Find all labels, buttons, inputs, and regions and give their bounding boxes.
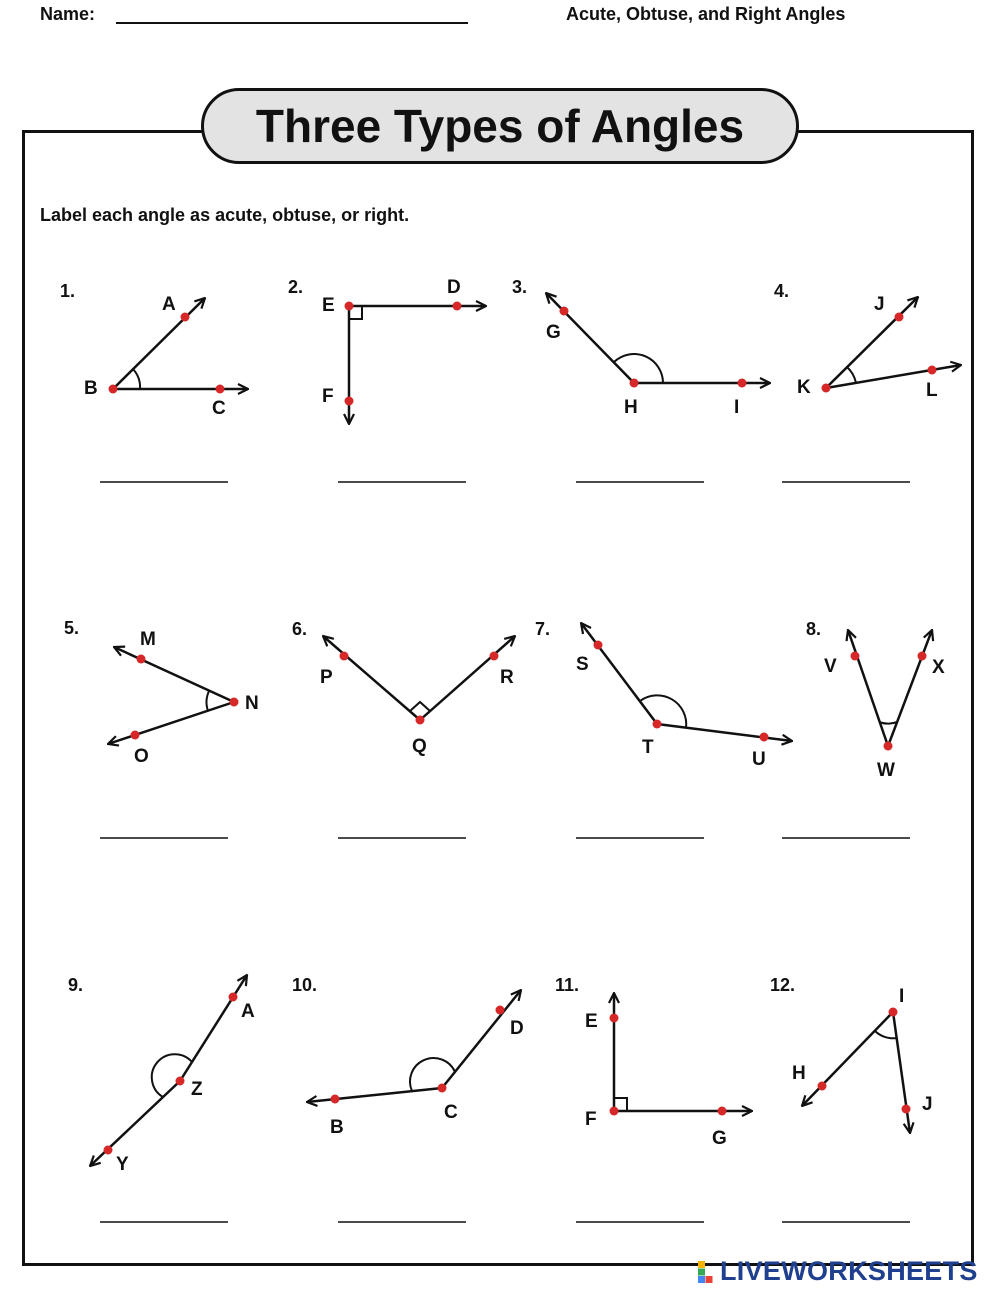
label-n: N xyxy=(245,693,259,714)
problem-5 xyxy=(64,618,259,838)
point-d xyxy=(496,1006,505,1015)
label-t: T xyxy=(642,737,654,758)
label-g: G xyxy=(712,1128,727,1149)
point-c xyxy=(438,1084,447,1093)
point-l xyxy=(928,366,937,375)
point-g xyxy=(560,307,569,316)
problem-11 xyxy=(555,975,752,1222)
angle-arc xyxy=(207,691,209,711)
label-m: M xyxy=(140,629,156,650)
problem-1 xyxy=(60,281,248,482)
ray-cd xyxy=(442,990,521,1088)
problem-number: 4. xyxy=(774,281,790,301)
point-o xyxy=(131,731,140,740)
ray-ij xyxy=(893,1012,910,1133)
label-o: O xyxy=(134,746,149,767)
label-v: V xyxy=(824,656,837,677)
ray-za xyxy=(180,975,247,1081)
ray-qp xyxy=(323,636,420,720)
point-m xyxy=(137,655,146,664)
problem-number: 12. xyxy=(770,975,796,995)
label-p: P xyxy=(320,667,333,688)
label-s: S xyxy=(576,654,589,675)
label-g: G xyxy=(546,322,561,343)
watermark xyxy=(698,1256,978,1287)
right-angle-mark xyxy=(410,702,430,711)
problem-4 xyxy=(774,281,961,482)
point-g xyxy=(718,1107,727,1116)
ray-wx xyxy=(888,630,932,746)
label-d: D xyxy=(510,1018,524,1039)
label-i: I xyxy=(899,986,905,1007)
point-q xyxy=(416,716,425,725)
label-e: E xyxy=(585,1011,598,1032)
ray-ts xyxy=(581,623,657,724)
label-j: J xyxy=(874,294,885,315)
worksheet-subject: Acute, Obtuse, and Right Angles xyxy=(566,4,846,24)
ray-ih xyxy=(802,1012,893,1106)
label-l: L xyxy=(926,380,938,401)
label-a: A xyxy=(162,294,176,315)
problem-2 xyxy=(288,277,486,482)
problem-number: 9. xyxy=(68,975,84,995)
liveworksheets-logo-icon xyxy=(698,1261,720,1283)
point-t xyxy=(653,720,662,729)
point-e xyxy=(610,1014,619,1023)
problem-number: 1. xyxy=(60,281,76,301)
label-h: H xyxy=(792,1063,806,1084)
label-i: I xyxy=(734,397,740,418)
problem-number: 7. xyxy=(535,619,551,639)
label-b: B xyxy=(330,1117,344,1138)
label-c: C xyxy=(444,1102,458,1123)
angle-arc xyxy=(410,1058,455,1091)
point-h xyxy=(818,1082,827,1091)
point-u xyxy=(760,733,769,742)
watermark-text: LIVEWORKSHEETS xyxy=(720,1256,978,1286)
point-y xyxy=(104,1146,113,1155)
point-j xyxy=(895,313,904,322)
problem-7 xyxy=(535,619,792,838)
label-u: U xyxy=(752,749,766,770)
problem-9 xyxy=(68,975,255,1222)
point-n xyxy=(230,698,239,707)
name-label: Name: xyxy=(40,4,96,24)
problem-3 xyxy=(512,277,770,482)
angle-arc xyxy=(879,722,897,724)
problem-12 xyxy=(770,975,933,1222)
problem-number: 5. xyxy=(64,618,80,638)
label-y: Y xyxy=(116,1154,129,1175)
label-f: F xyxy=(322,386,334,407)
problem-number: 3. xyxy=(512,277,528,297)
point-a xyxy=(181,313,190,322)
point-b xyxy=(331,1095,340,1104)
ray-zy xyxy=(90,1081,180,1166)
label-z: Z xyxy=(191,1079,203,1100)
point-j xyxy=(902,1105,911,1114)
angle-arc xyxy=(152,1054,192,1097)
point-r xyxy=(490,652,499,661)
angle-arc xyxy=(875,1031,897,1038)
label-h: H xyxy=(624,397,638,418)
label-q: Q xyxy=(412,736,427,757)
ray-tu xyxy=(657,724,792,741)
label-x: X xyxy=(932,657,945,678)
problem-number: 2. xyxy=(288,277,304,297)
point-d xyxy=(453,302,462,311)
label-f: F xyxy=(585,1109,597,1130)
point-e xyxy=(345,302,354,311)
problem-number: 10. xyxy=(292,975,318,995)
point-b xyxy=(109,385,118,394)
label-r: R xyxy=(500,667,514,688)
ray-cb xyxy=(307,1088,442,1102)
problem-number: 11. xyxy=(555,975,580,995)
point-c xyxy=(216,385,225,394)
label-a: A xyxy=(241,1001,255,1022)
label-b: B xyxy=(84,378,98,399)
angle-arc xyxy=(133,369,140,389)
label-j: J xyxy=(922,1094,933,1115)
point-a xyxy=(229,993,238,1002)
problem-number: 6. xyxy=(292,619,308,639)
page-title: Three Types of Angles xyxy=(255,100,745,152)
ray-ba xyxy=(113,298,205,389)
label-k: K xyxy=(797,377,811,398)
problem-10 xyxy=(292,975,524,1222)
label-e: E xyxy=(322,295,335,316)
point-v xyxy=(851,652,860,661)
point-x xyxy=(918,652,927,661)
angle-arc xyxy=(847,367,856,383)
point-w xyxy=(884,742,893,751)
point-f xyxy=(345,397,354,406)
problem-6 xyxy=(292,619,515,838)
point-f xyxy=(610,1107,619,1116)
problem-8 xyxy=(782,619,945,838)
ray-wv xyxy=(848,630,888,746)
label-w: W xyxy=(877,760,895,781)
ray-no xyxy=(108,702,234,744)
point-h xyxy=(630,379,639,388)
point-k xyxy=(822,384,831,393)
ray-nm xyxy=(114,647,234,702)
label-d: D xyxy=(447,277,461,298)
point-i xyxy=(889,1008,898,1017)
point-p xyxy=(340,652,349,661)
point-z xyxy=(176,1077,185,1086)
label-c: C xyxy=(212,398,226,419)
point-s xyxy=(594,641,603,650)
problem-number: 8. xyxy=(806,619,822,639)
instructions: Label each angle as acute, obtuse, or right. xyxy=(40,205,410,225)
point-i xyxy=(738,379,747,388)
